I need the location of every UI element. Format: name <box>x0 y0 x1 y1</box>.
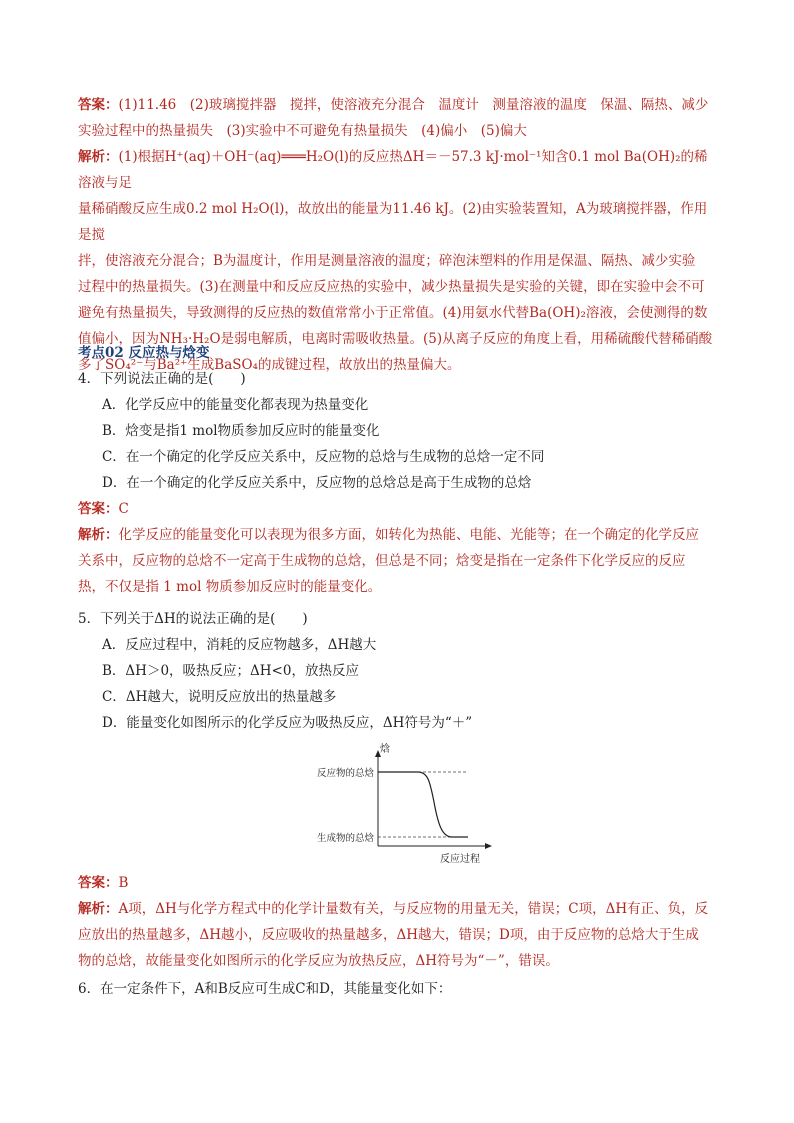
q5-analysis: 解析：A项，ΔH与化学方程式中的化学计量数有关，与反应物的用量无关，错误；C项，ΔH有正、负，反 应放出的热量越多，ΔH越小，反应吸收的热量越多，ΔH越大，错误；D项，由于反应物的总焓大于生成 物的总焓，故能量变化如图所示的化学反应为放热反应，ΔH符号为“－”，错误。 <box>78 901 709 969</box>
q5-answer: 答案：B <box>78 875 129 891</box>
enthalpy-curve <box>378 772 468 837</box>
q4-stem: 4．下列说法正确的是( ) <box>78 371 246 387</box>
q3-answer: 答案：(1)11.46 (2)玻璃搅拌器 搅拌，使溶液充分混合 温度计 测量溶液的温度 保温、隔热、减少 <box>78 97 709 113</box>
q5-option-c: C．ΔH越大，说明反应放出的热量越多 <box>102 689 337 705</box>
reactant-label: 反应物的总焓 <box>316 768 374 779</box>
q5-answer-block <box>78 870 718 974</box>
q5-option-a: A．反应过程中，消耗的反应物越多，ΔH越大 <box>102 637 377 653</box>
x-axis-arrow <box>485 843 492 849</box>
y-axis-label: 焓 <box>380 744 390 755</box>
q3-answer-block <box>78 92 718 378</box>
q6-stem: 6．在一定条件下，A和B反应可生成C和D，其能量变化如下： <box>78 981 452 997</box>
q5-option-b: B．ΔH＞0，吸热反应；ΔH<0，放热反应 <box>102 663 359 679</box>
q4-option-d: D．在一个确定的化学反应关系中，反应物的总焓总是高于生成物的总焓 <box>102 475 532 491</box>
question-5 <box>78 606 718 736</box>
section-title: 考点02 反应热与焓变 <box>78 345 210 361</box>
q4-answer: 答案：C <box>78 501 129 517</box>
question-4 <box>78 366 718 600</box>
enthalpy-diagram <box>300 742 500 872</box>
q5-stem: 5．下列关于ΔH的说法正确的是( ) <box>78 611 308 627</box>
q3-answer-cont: 实验过程中的热量损失 (3)实验中不可避免有热量损失 (4)偏小 (5)偏大 <box>78 123 527 139</box>
q5-option-d: D．能量变化如图所示的化学反应为吸热反应，ΔH符号为“＋” <box>102 715 473 731</box>
q4-analysis: 解析：化学反应的能量变化可以表现为很多方面，如转化为热能、电能、光能等；在一个确定的化学反应 关系中，反应物的总焓不一定高于生成物的总焓，但总是不同；焓变是指在一定条件下化学反应的反应 热，不仅是指 1 mol 物质参加反应时的能量变化。 <box>78 527 699 595</box>
q4-option-c: C．在一个确定的化学反应关系中，反应物的总焓与生成物的总焓一定不同 <box>102 449 545 465</box>
x-axis-label: 反应过程 <box>440 854 480 865</box>
q4-option-a: A．化学反应中的能量变化都表现为热量变化 <box>102 397 369 413</box>
enthalpy-diagram-svg <box>300 742 500 872</box>
q4-option-b: B．焓变是指1 mol物质参加反应时的能量变化 <box>102 423 380 439</box>
product-label: 生成物的总焓 <box>316 833 374 844</box>
question-6 <box>78 976 718 1002</box>
q3-analysis: 解析：(1)根据H⁺(aq)＋OH⁻(aq)═══H₂O(l)的反应热ΔH＝－57.3 kJ·mol⁻¹知含0.1 mol Ba(OH)₂的稀溶液与足 量稀硝酸反应生成0.2 mol H₂O(l)，故放出的能量为11.46 kJ。(2)由实验装置知，A为玻璃搅拌器，作用是搅 拌，使溶液充分混合；B为温度计，作用是测量溶液的温度；碎泡沫塑料的作用是保温、隔热、减少实验 过程中的热量损失。(3)在测量中和反应反应热的实验中，减少热量损失是实验的关键，即在实验中会不可 避免有热量损失，导致测得的反应热的数值常常小于正常值。(4)用氨水代替Ba(OH)₂溶液，会使测得的数 值偏小，因为NH₃·H₂O是弱电解质，电离时需吸收热量。(5)从离子反应的角度上看，用稀硫酸代替稀硝酸 多了SO₄²⁻与Ba²⁺生成BaSO₄的成键过程，故放出的热量偏大。 <box>78 149 713 373</box>
